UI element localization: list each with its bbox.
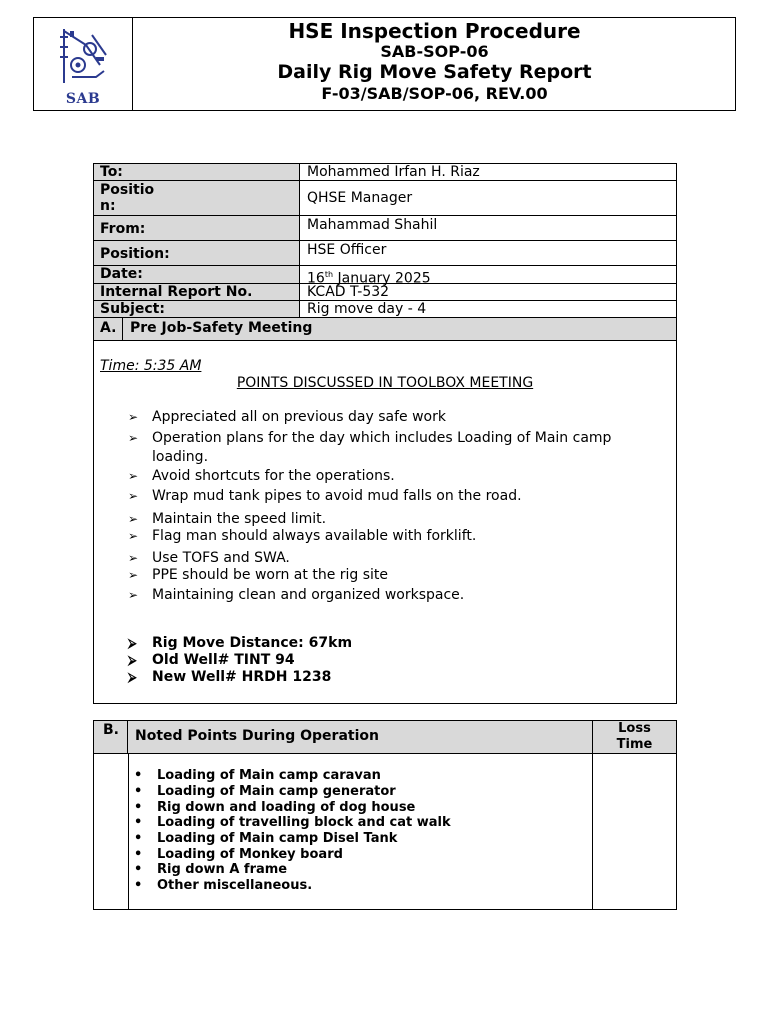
row-to [94, 164, 676, 181]
list-item [134, 800, 416, 816]
row-from [94, 216, 676, 241]
row-position-2 [94, 241, 676, 266]
bullet-dot-icon: • [134, 800, 143, 815]
subject-value: Rig move day - 4 [307, 301, 427, 317]
section-a-header [94, 318, 676, 341]
arrow-bullet-icon: ➢ [128, 469, 139, 483]
list-item [134, 831, 398, 847]
list-item [134, 768, 381, 784]
row-date [94, 266, 676, 287]
bullet-dot-icon: • [134, 768, 143, 783]
arrow-bullet-icon: ⮚ [128, 653, 137, 667]
list-item [134, 784, 396, 800]
list-item [134, 847, 343, 863]
operation-points-table [93, 720, 677, 910]
highlight-text: Old Well# TINT 94 [152, 652, 295, 668]
column-divider [592, 754, 593, 909]
row-subject [94, 301, 676, 318]
arrow-bullet-icon: ➢ [128, 512, 139, 526]
from-value: Mahammad Shahil [307, 217, 438, 233]
list-item [134, 815, 451, 831]
bullet-text: PPE should be worn at the rig site [152, 567, 389, 583]
loss-time-line-1: Loss [618, 721, 651, 736]
arrow-bullet-icon: ⮚ [128, 670, 137, 684]
section-a-letter: A. [94, 318, 123, 340]
loss-time-header [593, 721, 676, 753]
list-item [134, 862, 288, 878]
section-b-letter: B. [103, 722, 119, 738]
form-code: F-03/SAB/SOP-06, REV.00 [321, 84, 548, 103]
list-item-text: Loading of Monkey board [157, 847, 343, 862]
report-info-table [93, 163, 677, 704]
date-label: Date: [94, 266, 300, 283]
bullet-dot-icon: • [134, 862, 143, 877]
bullet-text: Appreciated all on previous day safe work [152, 409, 446, 425]
arrow-bullet-icon: ➢ [128, 431, 139, 445]
sab-logo-icon [56, 25, 112, 91]
report-no-value: KCAD T-532 [307, 284, 390, 300]
arrow-bullet-icon: ➢ [128, 568, 139, 582]
bullet-text: Flag man should always available with forklift. [152, 528, 477, 544]
bullet-text: Operation plans for the day which includes Loading of Main camp loading. [152, 430, 612, 465]
bullet-dot-icon: • [134, 878, 143, 893]
subject-label: Subject: [94, 301, 300, 317]
position2-label: Position: [94, 241, 300, 265]
bullet-dot-icon: • [134, 831, 143, 846]
arrow-bullet-icon: ➢ [128, 551, 139, 565]
position1-label-line-b: n: [100, 198, 116, 214]
to-label: To: [94, 164, 300, 180]
title-cell [134, 18, 735, 110]
bullet-text: Maintain the speed limit. [152, 511, 327, 527]
bullet-text: Avoid shortcuts for the operations. [152, 468, 395, 484]
section-b-title: Noted Points During Operation [135, 728, 379, 744]
bullet-text: Use TOFS and SWA. [152, 550, 290, 566]
date-value [301, 266, 676, 287]
section-a-title: Pre Job-Safety Meeting [130, 320, 313, 336]
list-item-text: Loading of Main camp caravan [157, 768, 381, 783]
list-item-text: Rig down A frame [157, 862, 288, 877]
document-header [33, 17, 736, 111]
arrow-bullet-icon: ➢ [128, 588, 139, 602]
logo-cell [34, 18, 133, 110]
doc-code: SAB-SOP-06 [380, 42, 489, 61]
position1-label-line-a: Positio [100, 182, 155, 198]
list-item-text: Loading of Main camp Disel Tank [157, 831, 398, 846]
list-item-text: Loading of travelling block and cat walk [157, 815, 451, 830]
arrow-bullet-icon: ➢ [128, 410, 139, 424]
position1-label [94, 181, 300, 215]
date-rest: January 2025 [333, 270, 431, 287]
bullet-text: Maintaining clean and organized workspace. [152, 587, 465, 603]
list-item-text: Loading of Main camp generator [157, 784, 396, 799]
position2-value: HSE Officer [307, 242, 387, 258]
to-value: Mohammed Irfan H. Riaz [307, 164, 480, 180]
section-b-header [94, 721, 676, 754]
list-item [134, 878, 313, 894]
report-title: Daily Rig Move Safety Report [277, 61, 592, 83]
highlight-text: New Well# HRDH 1238 [152, 669, 332, 685]
bullet-dot-icon: • [134, 847, 143, 862]
highlight-text: Rig Move Distance: 67km [152, 635, 353, 651]
row-position-1 [94, 181, 676, 216]
row-report-no [94, 284, 676, 301]
loss-time-line-2: Time [616, 737, 653, 752]
bullet-dot-icon: • [134, 815, 143, 830]
bullet-dot-icon: • [134, 784, 143, 799]
procedure-title: HSE Inspection Procedure [288, 19, 581, 43]
report-no-label: Internal Report No. [94, 284, 300, 300]
meeting-time: Time: 5:35 AM [100, 358, 202, 374]
points-discussed-title: POINTS DISCUSSED IN TOOLBOX MEETING [236, 375, 534, 391]
date-suffix: th [324, 270, 334, 279]
position1-value: QHSE Manager [307, 190, 413, 206]
logo-text: SAB [65, 91, 101, 107]
arrow-bullet-icon: ➢ [128, 489, 139, 503]
from-label: From: [94, 216, 300, 240]
list-item-text: Other miscellaneous. [157, 878, 313, 893]
arrow-bullet-icon: ➢ [128, 529, 139, 543]
list-item-text: Rig down and loading of dog house [157, 800, 416, 815]
arrow-bullet-icon: ⮚ [128, 636, 137, 650]
date-day: 16 [307, 270, 325, 287]
bullet-text: Wrap mud tank pipes to avoid mud falls on the road. [152, 488, 522, 504]
column-divider [128, 754, 129, 909]
